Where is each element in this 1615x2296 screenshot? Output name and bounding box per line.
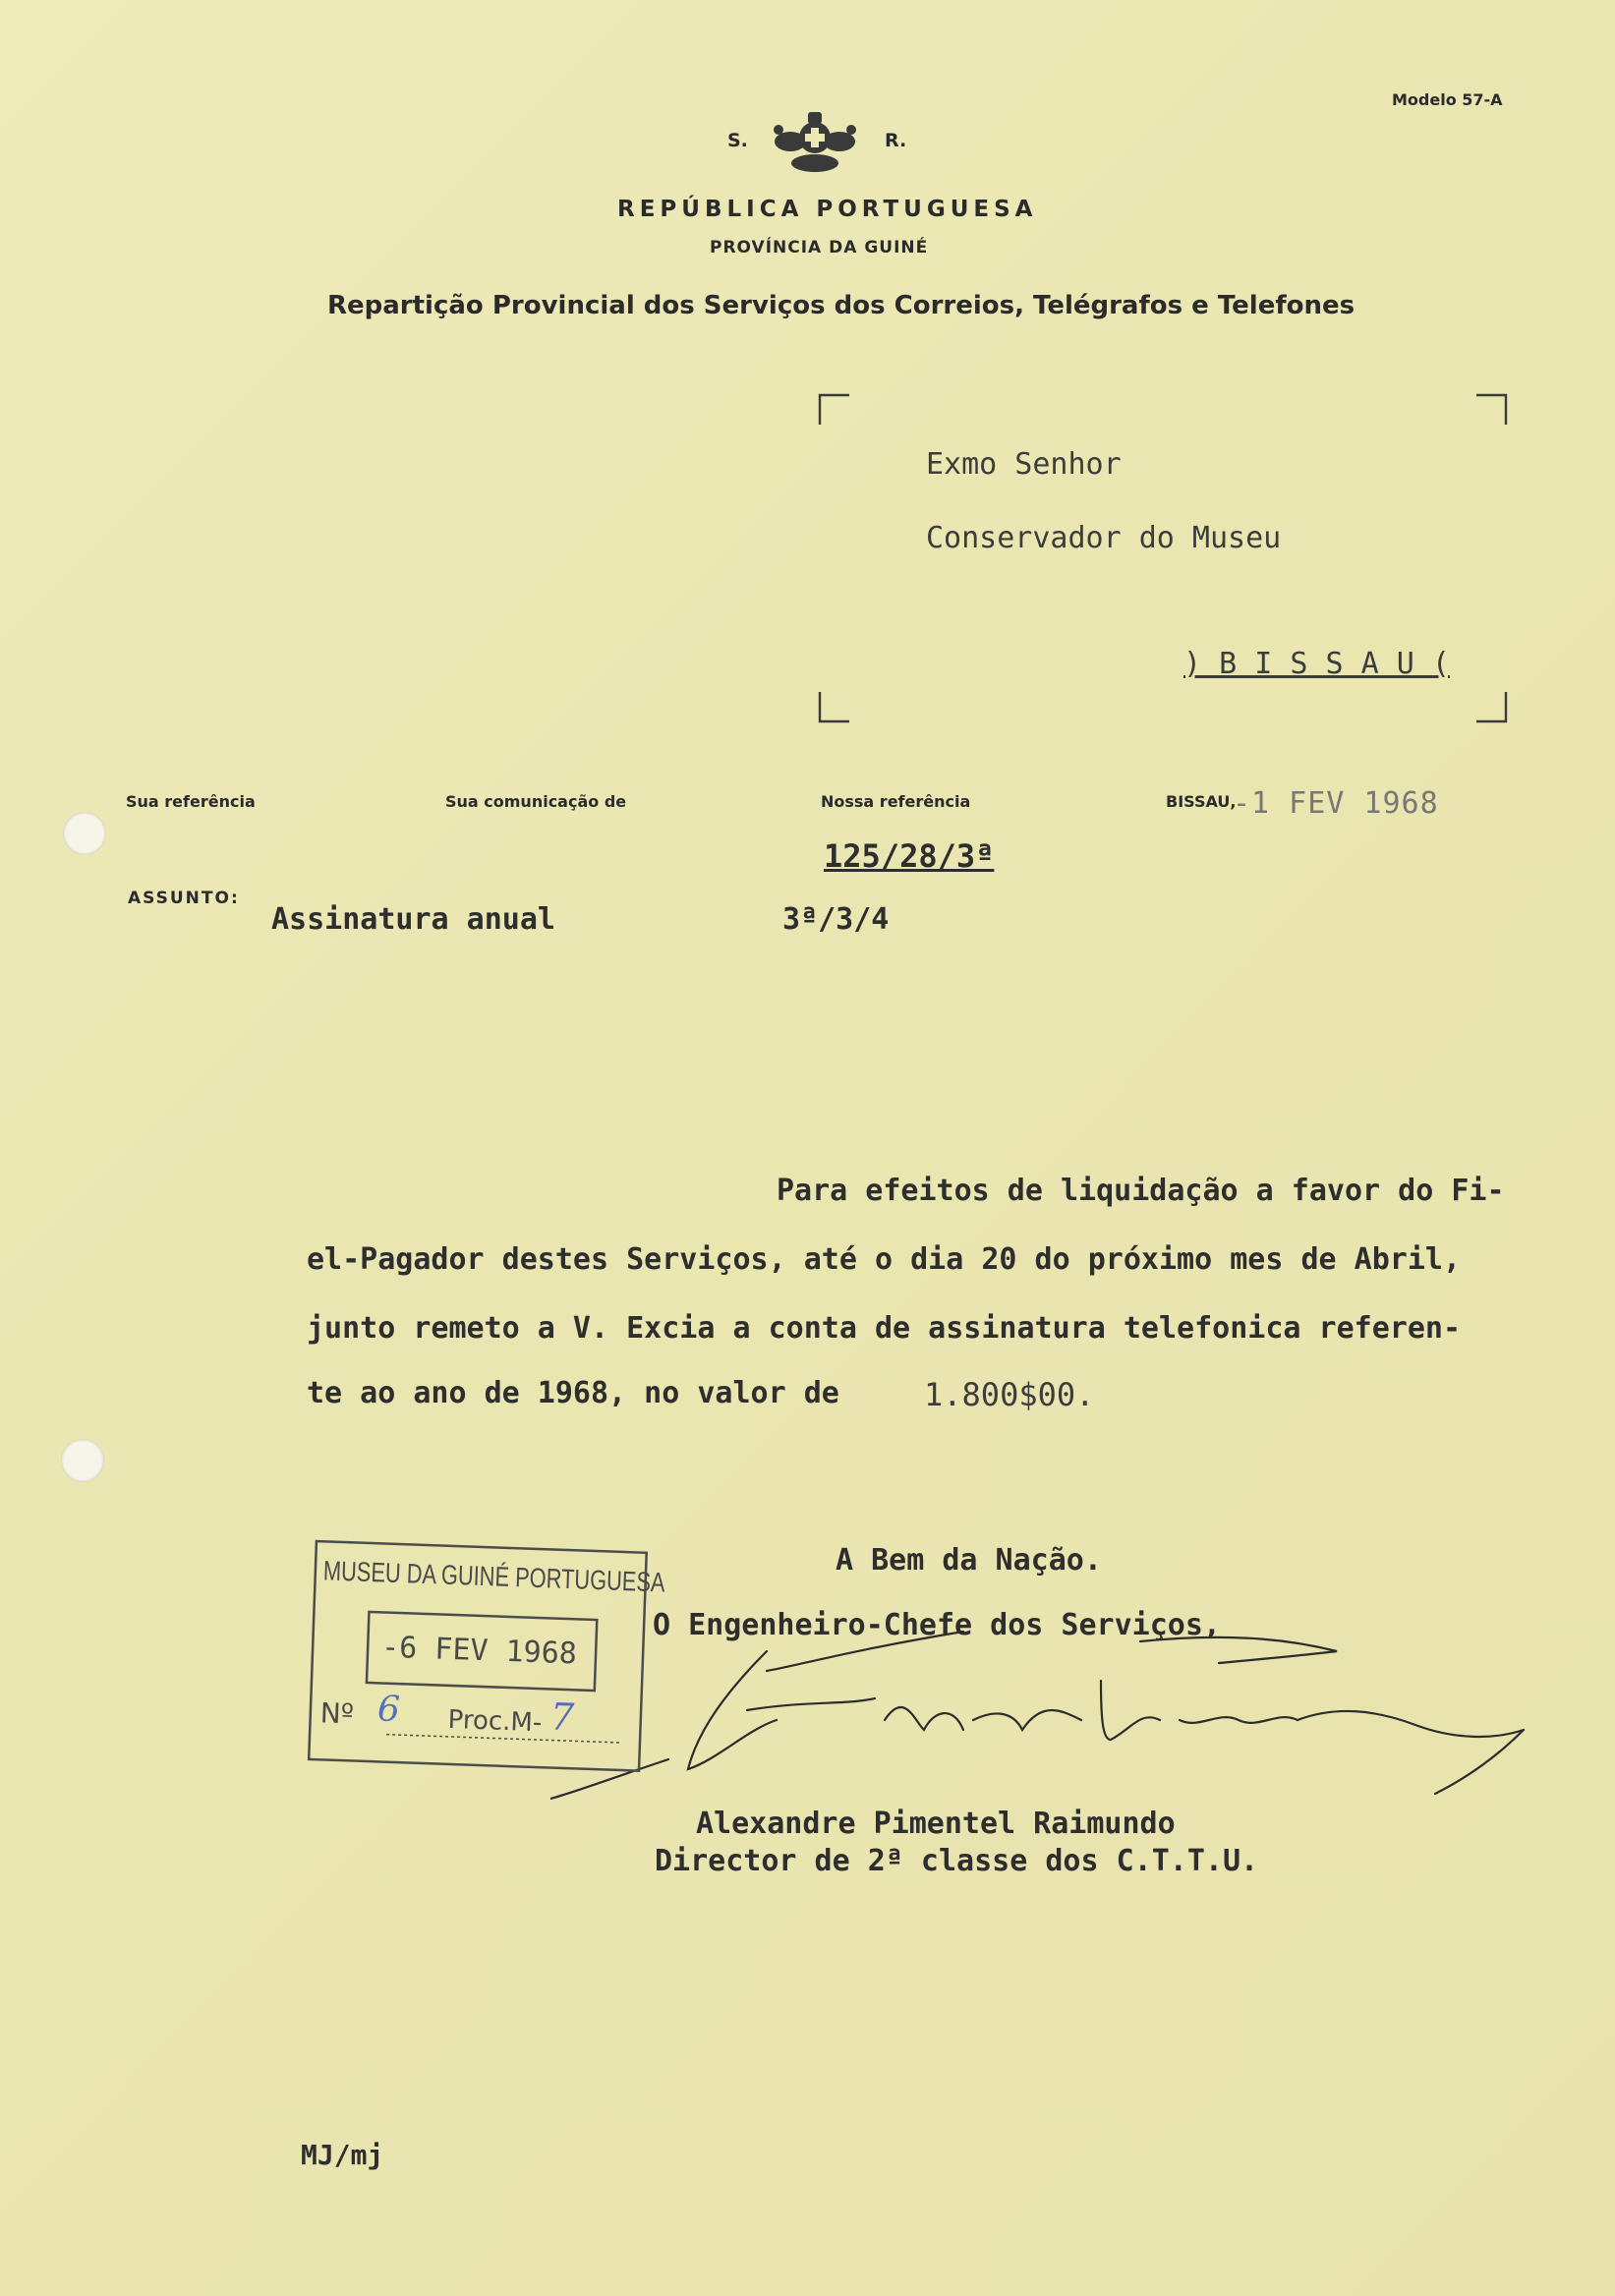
- stamp-proc-label: Proc.M-: [447, 1704, 543, 1739]
- stamp-proc-value: 7: [549, 1694, 575, 1740]
- place-label: BISSAU,: [1166, 792, 1237, 811]
- signer-role: O Engenheiro-Chefe dos Serviços,: [653, 1608, 1221, 1642]
- closing-salutation: A Bem da Nação.: [836, 1543, 1102, 1578]
- republic-heading: REPÚBLICA PORTUGUESA: [617, 197, 1038, 222]
- nossa-referencia-value: 125/28/3ª: [824, 837, 995, 875]
- coat-of-arms-emblem: [771, 108, 859, 179]
- addressee-title: Conservador do Museu: [926, 521, 1282, 555]
- addressee-city: ) B I S S A U (: [1183, 647, 1450, 681]
- stamp-number-value: 6: [376, 1689, 401, 1731]
- nossa-referencia-value-2: 3ª/3/4: [782, 902, 890, 937]
- handwritten-signature: [550, 1612, 1533, 1808]
- stamp-date: -6 FEV 1968: [380, 1630, 578, 1672]
- punch-hole-bottom: [61, 1439, 104, 1482]
- nossa-referencia-label: Nossa referência: [821, 792, 971, 811]
- stamp-institution: MUSEU DA GUINÉ PORTUGUESA: [322, 1555, 666, 1598]
- punch-hole-top: [63, 812, 106, 855]
- body-line-3: junto remeto a V. Excia a conta de assinatura telefonica referen-: [307, 1311, 1461, 1346]
- body-line-2: el-Pagador destes Serviços, até o dia 20 do próximo mes de Abril,: [307, 1242, 1461, 1277]
- addressee-salutation: Exmo Senhor: [926, 447, 1122, 482]
- body-line-1: Para efeitos de liquidação a favor do Fi-: [777, 1174, 1505, 1208]
- province-heading: PROVÍNCIA DA GUINÉ: [710, 238, 929, 258]
- sua-comunicacao-label: Sua comunicação de: [445, 792, 627, 811]
- signer-name: Alexandre Pimentel Raimundo: [696, 1807, 1176, 1841]
- date-stamp: -1 FEV 1968: [1233, 786, 1439, 821]
- subject-label: ASSUNTO:: [128, 889, 240, 908]
- typist-initials: MJ/mj: [301, 2139, 384, 2171]
- sua-referencia-label: Sua referência: [126, 792, 256, 811]
- department-heading: Repartição Provincial dos Serviços dos Correios, Telégrafos e Telefones: [327, 291, 1355, 320]
- amount-value: 1.800$00.: [924, 1376, 1095, 1413]
- body-line-4: te ao ano de 1968, no valor de: [307, 1376, 839, 1410]
- stamp-number-label: Nº: [319, 1696, 355, 1731]
- subject-value: Assinatura anual: [271, 902, 555, 937]
- seal-left-letter: S.: [727, 130, 748, 151]
- signer-title: Director de 2ª classe dos C.T.T.U.: [655, 1844, 1259, 1878]
- museum-receipt-stamp: [307, 1539, 666, 1773]
- seal-right-letter: R.: [885, 130, 907, 151]
- form-model-number: Modelo 57-A: [1392, 90, 1503, 109]
